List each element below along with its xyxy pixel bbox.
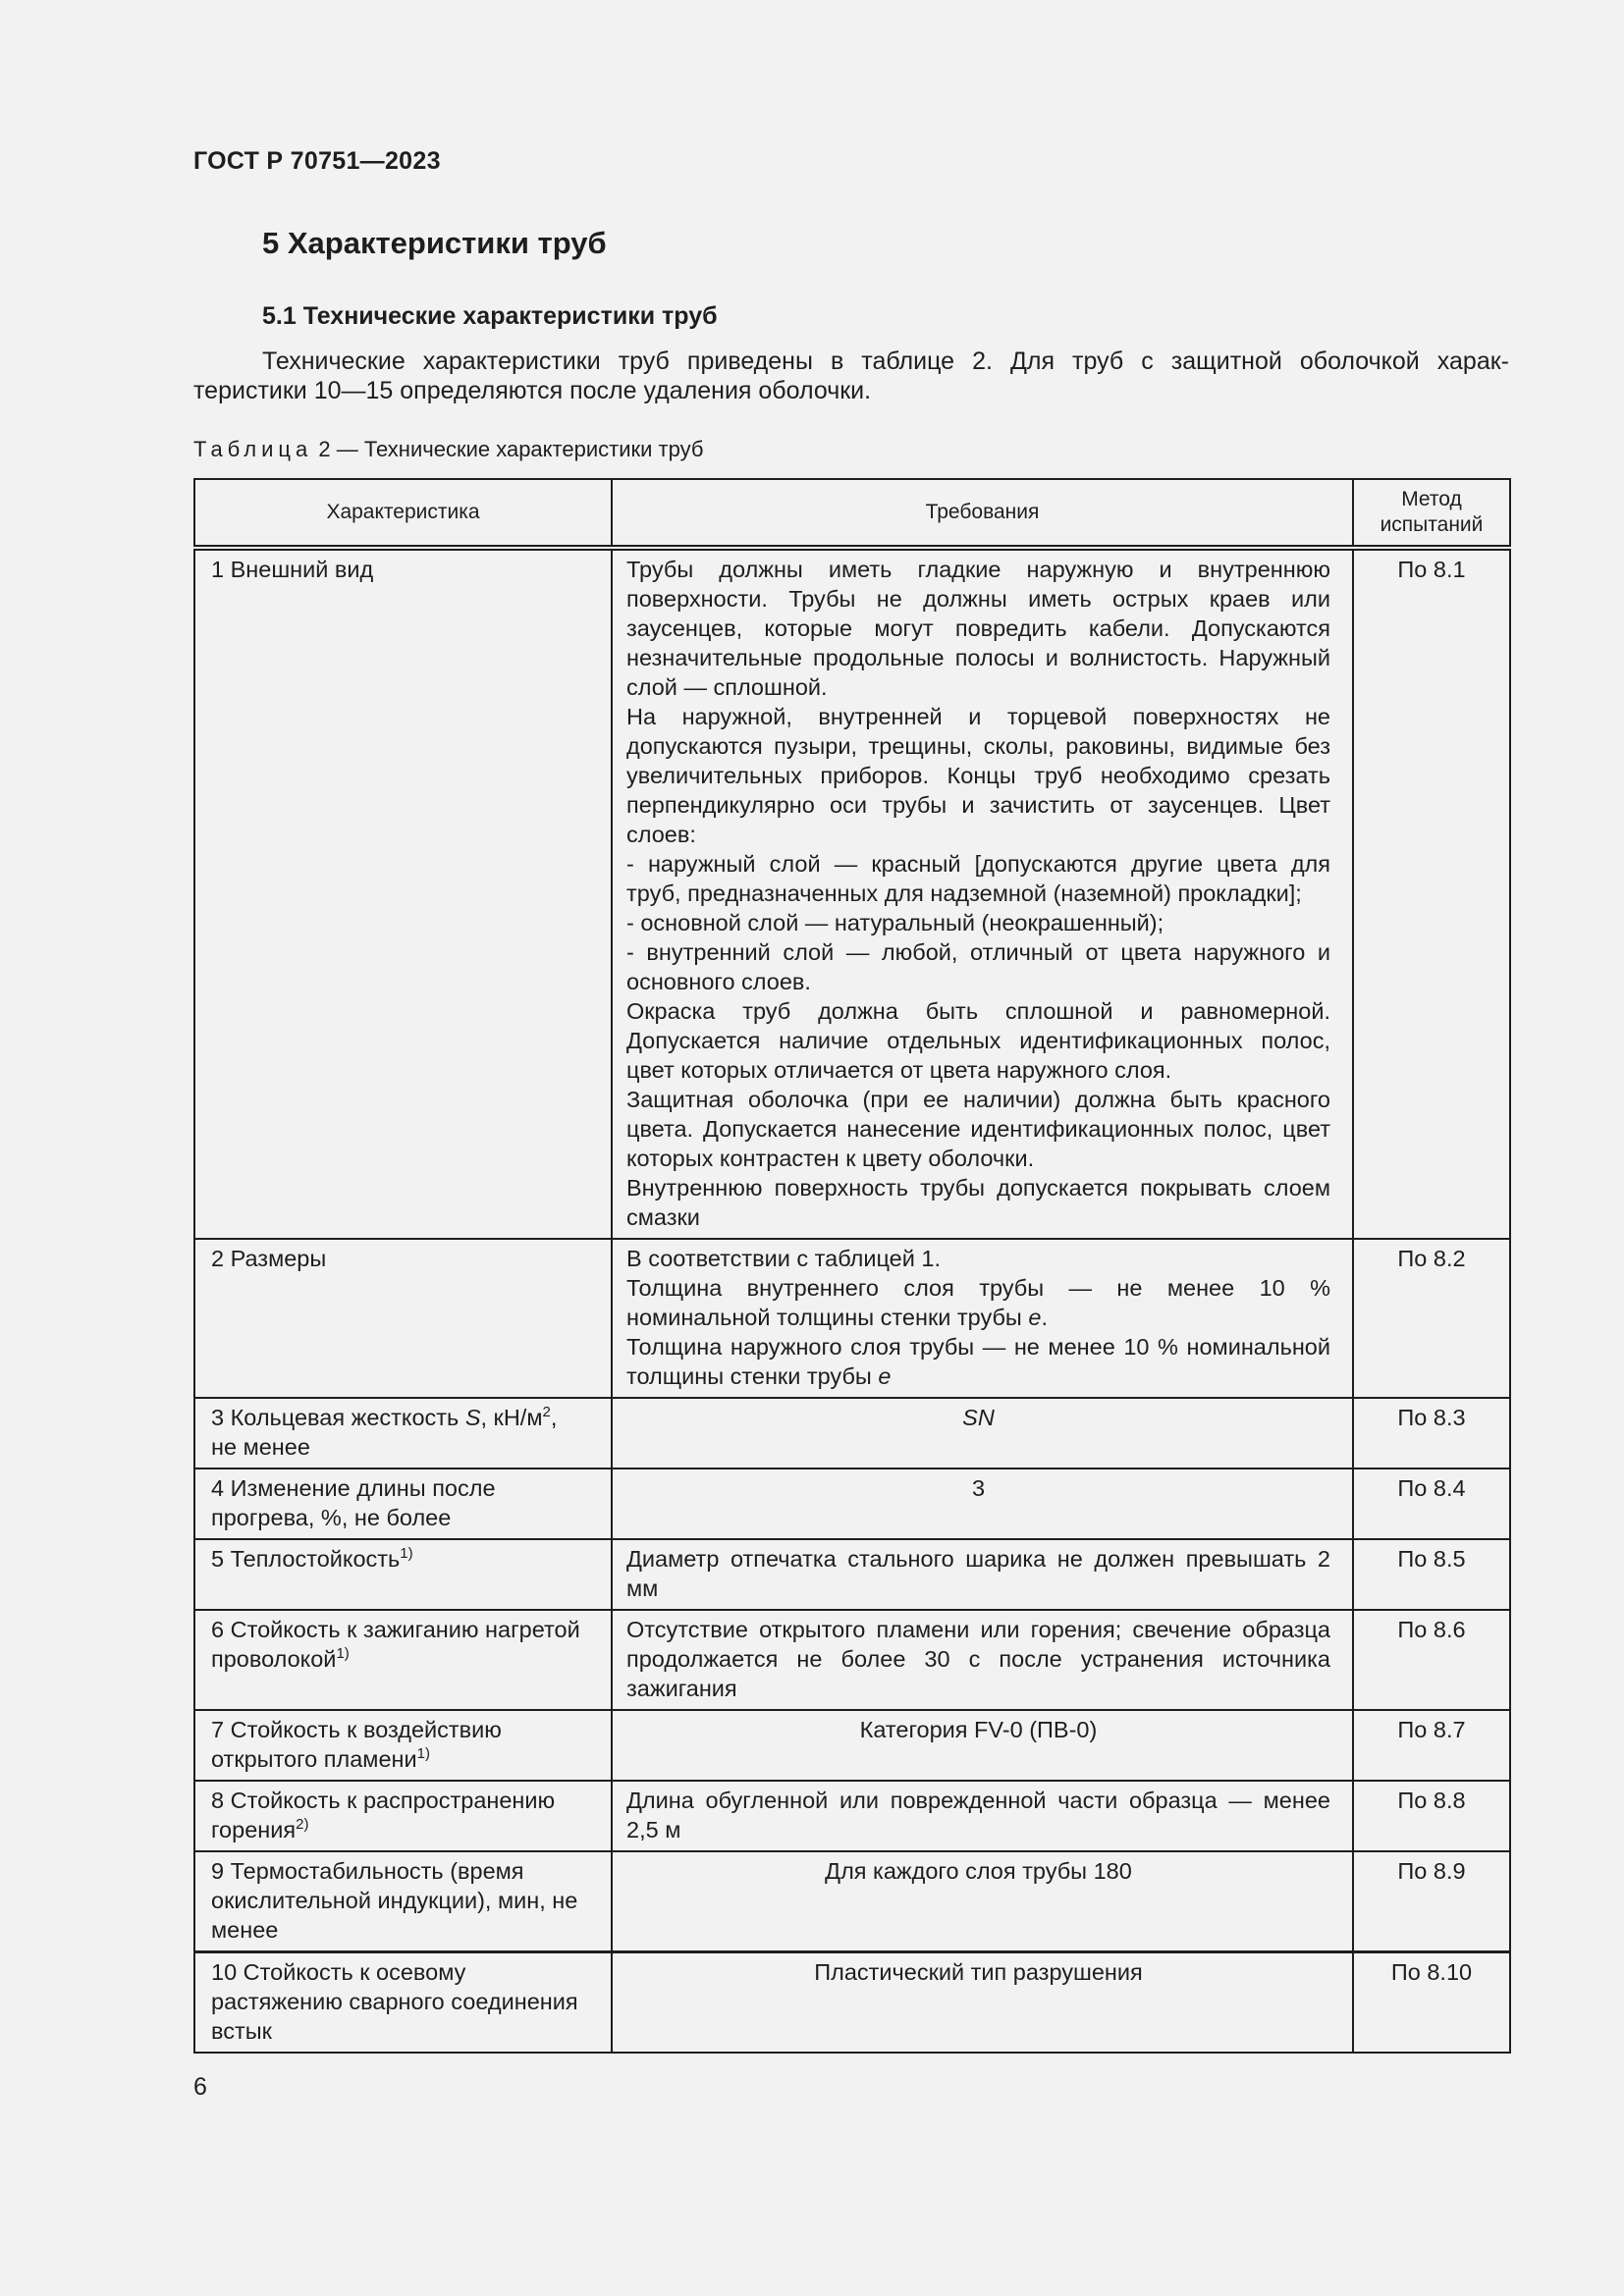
row-characteristic [194, 1398, 612, 1468]
header-method-line-1: Метод [1401, 488, 1462, 510]
row-requirements: Отсутствие открытого пламени или горения; свечение образца продолжается не более 30 с после устранения источника зажигания [612, 1610, 1353, 1710]
table-row [194, 1851, 1510, 1952]
row-method: По 8.8 [1353, 1781, 1510, 1851]
row-requirements: Категория FV-0 (ПВ-0) [612, 1710, 1353, 1781]
row-characteristic [194, 1610, 612, 1710]
requirement-paragraph: На наружной, внутренней и торцевой поверхностях не допускаются пузыри, трещины, сколы, раковины, видимые без увеличительных приборов. Концы труб необходимо срезать перпендикулярно оси трубы и зачистить от заусенцев. Цвет слоев: [626, 704, 1330, 847]
row-requirements: Длина обугленной или поврежденной части образца — менее 2,5 м [612, 1781, 1353, 1851]
requirement-paragraph: Защитная оболочка (при ее наличии) должна быть красного цвета. Допускается нанесение идентификационных полос, цвет которых контрастен к цвету оболочки. [626, 1087, 1330, 1171]
row-characteristic: 9 Термостабильность (время окислительной индукции), мин, не менее [194, 1851, 612, 1952]
header-characteristic: Характеристика [194, 479, 612, 548]
table-caption [193, 437, 703, 462]
row-characteristic [194, 1781, 612, 1851]
intro-paragraph [193, 347, 1509, 405]
characteristic-text: 7 Стойкость к воздействию открытого пламени [211, 1717, 502, 1772]
row-method: По 8.4 [1353, 1468, 1510, 1539]
symbol-e: e [1028, 1305, 1042, 1330]
header-method [1353, 479, 1510, 548]
document-code: ГОСТ Р 70751—2023 [193, 147, 441, 175]
header-requirements: Требования [612, 479, 1353, 548]
row-requirements: Пластический тип разрушения [612, 1952, 1353, 2054]
footnote-ref: 1) [336, 1645, 350, 1662]
table-row [194, 548, 1510, 1239]
superscript: 2 [542, 1404, 551, 1420]
row-method: По 8.3 [1353, 1398, 1510, 1468]
characteristic-punct: , [550, 1405, 558, 1430]
requirement-paragraph: Внутреннюю поверхность трубы допускается покрывать слоем смазки [626, 1175, 1330, 1230]
requirement-paragraph: - внутренний слой — любой, отличный от цвета наружного и основного слоев. [626, 939, 1330, 994]
row-method: По 8.6 [1353, 1610, 1510, 1710]
table-caption-title: 2 — Технические характеристики труб [318, 437, 704, 461]
symbol-s: S [464, 1405, 481, 1430]
row-characteristic [194, 1539, 612, 1610]
row-method: По 8.9 [1353, 1851, 1510, 1952]
row-characteristic: 10 Стойкость к осевому растяжению сварного соединения встык [194, 1952, 612, 2054]
characteristic-text: 8 Стойкость к распространению горения [211, 1788, 556, 1842]
footnote-ref: 1) [400, 1545, 413, 1562]
requirement-paragraph: - основной слой — натуральный (неокрашенный); [626, 910, 1164, 935]
row-requirements [612, 548, 1353, 1239]
row-method: По 8.10 [1353, 1952, 1510, 2054]
symbol-e: e [878, 1363, 892, 1389]
requirement-paragraph: Окраска труб должна быть сплошной и равномерной. Допускается наличие отдельных идентификационных полос, цвет которых отличается от цвета наружного слоя. [626, 998, 1330, 1083]
requirement-paragraph: - наружный слой — красный [допускаются другие цвета для труб, предназначенных для надземной (наземной) прокладки]; [626, 851, 1330, 906]
characteristics-table [193, 478, 1511, 2054]
table-row [194, 1610, 1510, 1710]
row-characteristic: 1 Внешний вид [194, 548, 612, 1239]
requirement-text: Толщина внутреннего слоя трубы — не менее 10 % номинальной толщины стенки трубы [626, 1275, 1330, 1330]
row-method: По 8.2 [1353, 1239, 1510, 1398]
row-requirements [612, 1398, 1353, 1468]
characteristic-text: не менее [211, 1434, 310, 1460]
requirement-paragraph: В соответствии с таблицей 1. [626, 1246, 942, 1271]
row-requirements [612, 1239, 1353, 1398]
row-method: По 8.7 [1353, 1710, 1510, 1781]
footnote-ref: 1) [416, 1745, 430, 1762]
row-requirements: 3 [612, 1468, 1353, 1539]
requirement-paragraph: Толщина внутреннего слоя трубы — не менее 10 % номинальной толщины стенки трубы e. [626, 1275, 1330, 1330]
table-row [194, 1468, 1510, 1539]
row-method: По 8.5 [1353, 1539, 1510, 1610]
requirement-paragraph: Трубы должны иметь гладкие наружную и внутреннюю поверхности. Трубы не должны иметь острых краев или заусенцев, которые могут повредить кабели. Допускаются незначительные продольные полосы и волнистость. Наружный слой — сплошной. [626, 557, 1330, 700]
characteristic-text: 5 Теплостойкость [211, 1546, 401, 1572]
row-requirements: Для каждого слоя трубы 180 [612, 1851, 1353, 1952]
page-number: 6 [193, 2073, 207, 2101]
row-characteristic: 2 Размеры [194, 1239, 612, 1398]
intro-line-2: теристики 10—15 определяются после удаления оболочки. [193, 377, 872, 404]
header-method-line-2: испытаний [1380, 513, 1484, 536]
table-row [194, 1398, 1510, 1468]
characteristic-text: 3 Кольцевая жесткость [211, 1405, 460, 1430]
row-method: По 8.1 [1353, 548, 1510, 1239]
table-caption-label: Таблица [193, 437, 313, 461]
requirement-paragraph [626, 1332, 1330, 1391]
table-header-row [194, 479, 1510, 548]
table-row [194, 1781, 1510, 1851]
table-row [194, 1710, 1510, 1781]
table-row [194, 1539, 1510, 1610]
row-requirements: Диаметр отпечатка стального шарика не должен превышать 2 мм [612, 1539, 1353, 1610]
footnote-ref: 2) [296, 1816, 309, 1833]
table-row [194, 1239, 1510, 1398]
subsection-title: 5.1 Технические характеристики труб [262, 302, 718, 330]
section-title: 5 Характеристики труб [262, 226, 607, 260]
requirement-text: Толщина наружного слоя трубы — не менее 10 % номинальной толщины стенки трубы [626, 1334, 1330, 1389]
row-characteristic: 4 Изменение длины после прогрева, %, не более [194, 1468, 612, 1539]
characteristic-unit: , кН/м [480, 1405, 543, 1430]
row-characteristic [194, 1710, 612, 1781]
table-row [194, 1952, 1510, 2054]
characteristic-text: 6 Стойкость к зажиганию нагретой проволокой [211, 1617, 580, 1672]
symbol-sn: SN [962, 1405, 995, 1430]
intro-line-1: Технические характеристики труб приведены в таблице 2. Для труб с защитной оболочкой харак- [262, 347, 1509, 375]
